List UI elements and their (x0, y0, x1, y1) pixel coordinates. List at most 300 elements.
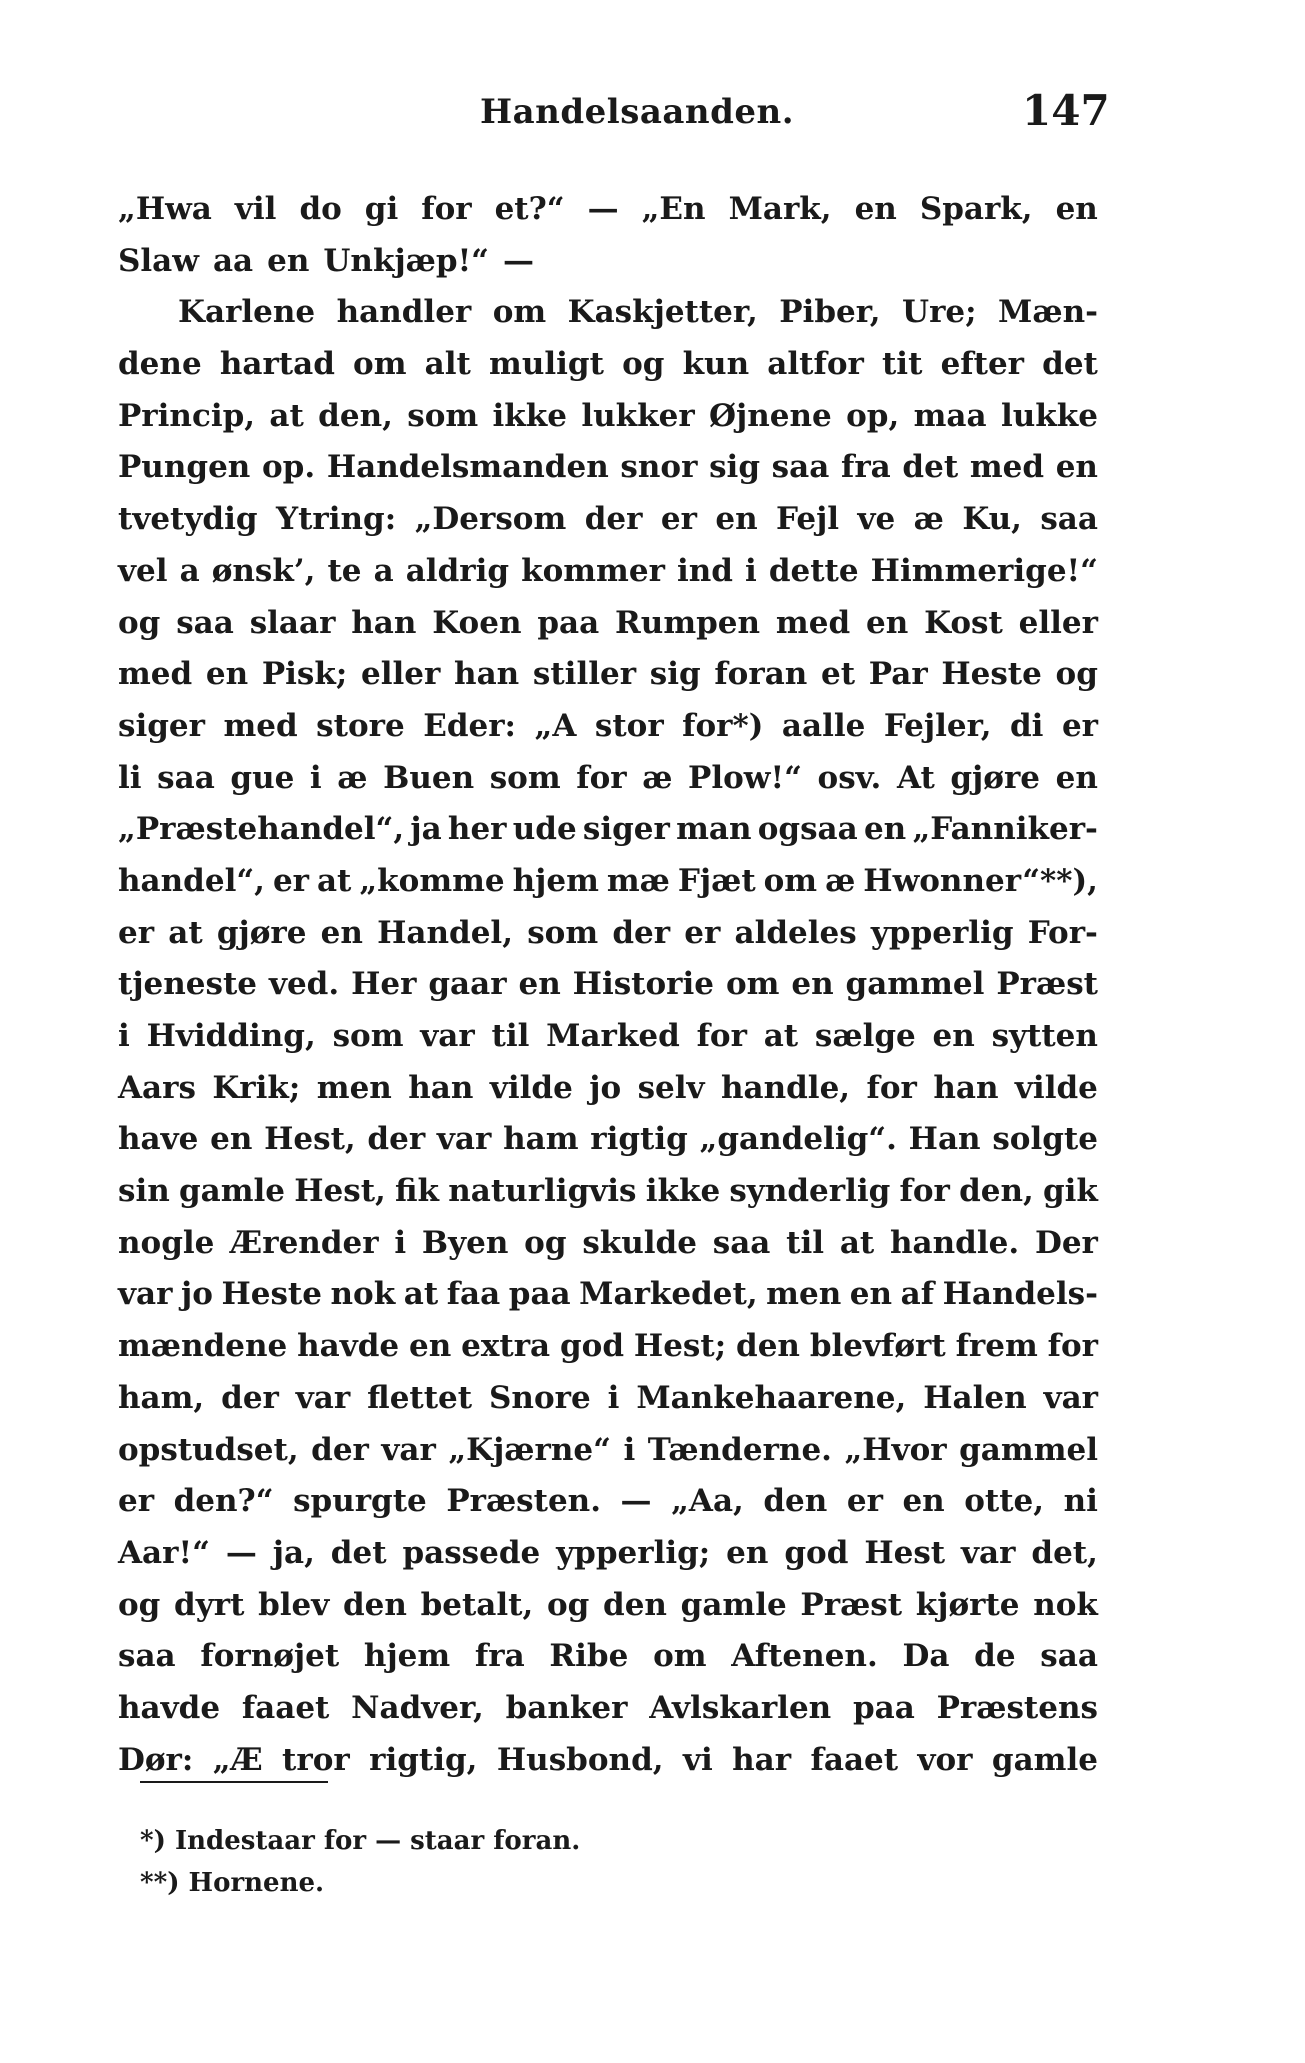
word: saa (1040, 1638, 1098, 1675)
word: der (367, 1121, 426, 1158)
word: om (653, 1638, 707, 1675)
word: som (489, 759, 561, 796)
page-number: 147 (1022, 86, 1110, 135)
word: faaet (810, 1741, 899, 1778)
word: de (974, 1638, 1016, 1675)
word: var (295, 1379, 351, 1416)
word: Aars (118, 1069, 196, 1106)
word: Præst (996, 966, 1098, 1003)
word: Slaw (118, 242, 199, 279)
word: ja (410, 811, 442, 848)
text-line (118, 804, 1098, 856)
word: naturligvis (448, 1173, 637, 1210)
word: ved. (268, 966, 340, 1003)
word: betalt, (420, 1586, 534, 1623)
word: Ærender (230, 1224, 379, 1261)
word: mændene (118, 1328, 288, 1365)
word: vi (682, 1741, 713, 1778)
word: han (454, 656, 520, 693)
word: den (736, 1328, 800, 1365)
word: — (620, 1483, 652, 1520)
word: handler (336, 294, 472, 331)
word: Byen (421, 1224, 509, 1261)
word: at (316, 862, 352, 899)
word: „Præstehandel“, (118, 811, 405, 848)
word: og (622, 346, 665, 383)
word: tjeneste (118, 966, 258, 1003)
word: Heste (221, 1276, 322, 1313)
word: Hest, (294, 1173, 386, 1210)
word: dene (118, 346, 202, 383)
word: æ (642, 759, 673, 796)
word: jo (589, 1069, 622, 1106)
word: han (351, 604, 417, 641)
word: for (696, 1018, 747, 1054)
text-line (118, 287, 1098, 339)
word: ønsk’, (211, 552, 316, 589)
word: men (766, 1276, 842, 1313)
word: nok (330, 1276, 396, 1313)
word: Fejl (776, 501, 840, 538)
word: sig (649, 656, 701, 693)
word: Halen (923, 1379, 1027, 1416)
word: mæ (606, 862, 670, 899)
running-title: Handelsaanden. (480, 92, 795, 132)
text-line (118, 1011, 1098, 1063)
word: Øjnene (709, 397, 832, 434)
word: hartad (219, 346, 335, 383)
word: Fejler, (883, 707, 992, 744)
word: At (896, 759, 935, 796)
text-line (118, 1269, 1098, 1321)
word: gjøre (950, 759, 1040, 796)
word: ve (857, 501, 896, 538)
word: saa (1040, 501, 1098, 538)
word: synderlig (729, 1173, 891, 1210)
word: ikke (492, 397, 567, 434)
word: paa (508, 1276, 571, 1313)
word: op. (262, 449, 316, 486)
text-line (118, 959, 1098, 1011)
text-line (118, 701, 1098, 753)
word: som (407, 397, 479, 434)
word: banker (505, 1689, 628, 1726)
word: var (961, 1534, 1016, 1571)
word: man (676, 811, 752, 848)
word: i (623, 1431, 636, 1468)
word: at (839, 1224, 875, 1261)
word: et (821, 656, 856, 693)
word: er (272, 862, 309, 899)
word: en (902, 1483, 945, 1520)
word: og (1055, 656, 1098, 693)
word: æ (913, 501, 944, 538)
text-line (118, 598, 1098, 650)
word: god (784, 1534, 849, 1571)
word: kun (682, 346, 750, 383)
word: æ (337, 759, 368, 796)
word: med (118, 656, 193, 693)
word: Handelsmanden (326, 449, 609, 486)
word: solgte (992, 1121, 1098, 1158)
word: aldrig (405, 552, 510, 589)
word: handel“, (118, 862, 265, 899)
word: frem (955, 1328, 1038, 1365)
word: „Kjærne“ (448, 1431, 611, 1468)
word: sælge (814, 1018, 916, 1054)
word: For- (1027, 914, 1098, 951)
word: „A (534, 707, 577, 744)
word: alt (424, 346, 471, 383)
word: vil (234, 191, 277, 227)
word: Piber, (779, 294, 881, 331)
word: dette (768, 552, 859, 589)
word: stiller (532, 656, 637, 693)
word: altfor (767, 346, 864, 383)
word: en (210, 1121, 253, 1158)
word: „Aa, (671, 1483, 744, 1520)
word: gamle (991, 1741, 1098, 1778)
word: som (527, 914, 599, 951)
word: tvetydig (118, 501, 258, 538)
footnote-2: **) Hornene. (140, 1868, 325, 1898)
word: Unkjæp!“ (323, 242, 490, 279)
word: dyrt (174, 1586, 245, 1623)
word: Hest; (633, 1328, 727, 1365)
word: ja, (272, 1534, 315, 1571)
word: Nadver, (351, 1689, 484, 1726)
word: en (409, 1328, 452, 1365)
text-line (118, 391, 1098, 443)
word: er (660, 501, 697, 538)
word: en (1055, 449, 1098, 486)
word: gamle (178, 1173, 286, 1210)
word: et?“ (494, 191, 565, 227)
word: en (205, 656, 249, 693)
text-line (118, 649, 1098, 701)
word: saa (157, 759, 215, 796)
word: a (373, 552, 394, 589)
word: Tænderne. (647, 1431, 832, 1468)
word: var (420, 1018, 475, 1054)
word: Her (351, 966, 417, 1003)
word: fornøjet (200, 1638, 340, 1675)
word: Handel, (377, 914, 513, 951)
text-line (118, 1683, 1098, 1735)
word: jo (180, 1276, 213, 1313)
word: ude (512, 811, 577, 848)
word: for (866, 1069, 917, 1106)
word: Buen (383, 759, 475, 796)
word: han (408, 1069, 474, 1106)
word: Fjæt (677, 862, 756, 899)
word: rigtig (590, 1121, 688, 1158)
word: kommer (521, 552, 665, 589)
word: Snore (489, 1379, 591, 1416)
word: vilde (489, 1069, 573, 1106)
word: te (327, 552, 362, 589)
word: en (320, 914, 363, 951)
word: lukker (581, 397, 695, 434)
word: faa (446, 1276, 501, 1313)
word: fra (840, 449, 891, 486)
word: Hvidding, (146, 1018, 316, 1054)
word: Plow!“ (688, 759, 802, 796)
word: blevført (809, 1328, 946, 1365)
word: god (560, 1328, 625, 1365)
word: a (179, 552, 200, 589)
word: Ure; (902, 294, 977, 331)
word: blev (258, 1586, 330, 1623)
word: havde (297, 1328, 400, 1365)
word: nok (1033, 1586, 1098, 1623)
word: var (436, 1121, 492, 1158)
word: saa (176, 604, 234, 641)
word: gik (1042, 1173, 1098, 1210)
word: Avlskarlen (649, 1689, 832, 1726)
word: i (309, 759, 322, 796)
word: at (269, 397, 304, 434)
word: do (299, 191, 342, 227)
word: stor (594, 707, 664, 744)
word: „Dersom (414, 501, 567, 538)
word: tror (282, 1741, 350, 1778)
word: Ku, (962, 501, 1022, 538)
text-line (118, 236, 1098, 288)
word: og (118, 1586, 161, 1623)
word: „Hvor (844, 1431, 947, 1468)
word: flettet (367, 1379, 473, 1416)
word: tit (881, 346, 923, 383)
word: Husbond, (496, 1741, 664, 1778)
word: — (587, 191, 619, 227)
word: er (118, 914, 155, 951)
word: om (725, 966, 780, 1003)
word: eller (361, 656, 441, 693)
word: hjem (512, 862, 599, 899)
word: men (316, 1069, 392, 1106)
word: er (846, 1483, 883, 1520)
word: Handels- (942, 1276, 1098, 1313)
word: faaet (241, 1689, 330, 1726)
word: Markedet, (579, 1276, 758, 1313)
word: i (118, 1018, 130, 1054)
text-line (118, 184, 1098, 236)
word: „komme (359, 862, 505, 899)
word: gammel (959, 1431, 1098, 1468)
word: handle. (890, 1224, 1020, 1261)
word: kjørte (915, 1586, 1020, 1623)
text-line (118, 1373, 1098, 1425)
word: fra (474, 1638, 525, 1675)
word: „En (641, 191, 706, 227)
word: og (524, 1224, 567, 1261)
word: hjem (363, 1638, 451, 1675)
word: en (849, 1276, 893, 1313)
word: Præst (800, 1586, 903, 1623)
word: store (316, 707, 405, 744)
word: gaar (428, 966, 507, 1003)
word: til (786, 1224, 825, 1261)
word: Mark, (728, 191, 832, 227)
word: den, (959, 1173, 1034, 1210)
word: di (1009, 707, 1044, 744)
word: eller (1018, 604, 1098, 641)
word: Kost (924, 604, 1003, 641)
word: Mankehaarene, (636, 1379, 907, 1416)
word: Kaskjetter, (567, 294, 758, 331)
word: Da (902, 1638, 950, 1675)
word: at (168, 914, 203, 951)
word: nogle (118, 1224, 215, 1261)
word: Hwonner“**), (863, 862, 1098, 899)
word: en (1055, 191, 1098, 227)
word: Eder: (423, 707, 516, 744)
word: Marked (546, 1018, 680, 1054)
word: — (225, 1534, 257, 1571)
word: „Hwa (118, 191, 212, 227)
text-line (118, 1425, 1098, 1477)
word: ni (1063, 1483, 1098, 1520)
word: maa (913, 397, 987, 434)
word: en (854, 191, 897, 227)
word: aalle (781, 707, 866, 744)
word: snor (620, 449, 698, 486)
word: gjøre (216, 914, 307, 951)
word: den (603, 1586, 667, 1623)
word: Præstens (936, 1689, 1098, 1726)
word: der (311, 1431, 369, 1468)
word: vilde (1014, 1069, 1098, 1106)
word: saa (712, 1224, 771, 1261)
text-line (118, 1528, 1098, 1580)
word: at (403, 1276, 439, 1313)
word: rigtig, (369, 1741, 478, 1778)
word: Himmerige!“ (870, 552, 1098, 589)
text-line (118, 1631, 1098, 1683)
word: med (775, 604, 851, 641)
word: Pisk; (261, 656, 348, 693)
text-line (118, 1114, 1098, 1166)
text-line (118, 1063, 1098, 1115)
word: fik (395, 1173, 440, 1210)
word: har (732, 1741, 792, 1778)
word: af (900, 1276, 935, 1313)
word: for (576, 759, 627, 796)
word: saa (771, 449, 830, 486)
word: Koen (432, 604, 522, 641)
word: selv (637, 1069, 705, 1106)
word: Han (908, 1121, 981, 1158)
word: otte, (964, 1483, 1045, 1520)
word: sin (118, 1173, 170, 1210)
word: gi (364, 191, 399, 227)
word: sig (709, 449, 760, 486)
word: ind (676, 552, 733, 589)
word: var (1043, 1379, 1098, 1416)
word: æ (825, 862, 856, 899)
word: i (745, 552, 757, 589)
word: gamle (680, 1586, 787, 1623)
word: om (763, 862, 818, 899)
word: for (1047, 1328, 1098, 1365)
word: Par (868, 656, 928, 693)
word: siger (118, 707, 205, 744)
word: en (863, 811, 907, 848)
word: ham, (118, 1379, 205, 1416)
word: en (715, 501, 758, 538)
word: Pungen (118, 449, 251, 486)
word: aa (212, 242, 254, 279)
word: i (394, 1224, 407, 1261)
word: er (684, 914, 721, 951)
word: spurgte (293, 1483, 427, 1520)
word: „Fanniker- (912, 811, 1098, 848)
text-line (118, 908, 1098, 960)
word: Aftenen. (731, 1638, 878, 1675)
word: Historie (572, 966, 715, 1003)
word: handle, (720, 1069, 851, 1106)
word: i (607, 1379, 620, 1416)
word: en (865, 604, 909, 641)
word: Princip, (118, 397, 256, 434)
text-line (118, 339, 1098, 391)
word: med (969, 449, 1045, 486)
word: vor (917, 1741, 973, 1778)
word: paa (852, 1689, 915, 1726)
word: Der (1034, 1224, 1098, 1261)
word: Dør: (118, 1741, 194, 1778)
word: er (1061, 707, 1098, 744)
text-line (118, 546, 1098, 598)
word: paa (537, 604, 600, 641)
word: opstudset, (118, 1431, 299, 1468)
word: og (118, 604, 161, 641)
word: Spark, (919, 191, 1033, 227)
word: en (932, 1018, 975, 1054)
word: og (546, 1586, 590, 1623)
word: den (342, 1586, 407, 1623)
word: til (491, 1018, 530, 1054)
word: ypperlig; (556, 1534, 711, 1571)
word: passede (402, 1534, 541, 1571)
word: der (584, 501, 643, 538)
word: Ribe (549, 1638, 629, 1675)
word: op, (846, 397, 900, 434)
footnotes (140, 1820, 1040, 1904)
word: lukke (1000, 397, 1098, 434)
word: Krik; (212, 1069, 301, 1106)
text-line (118, 856, 1098, 908)
word: ikke (645, 1173, 721, 1210)
word: Mæn- (998, 294, 1098, 331)
word: foran (714, 656, 808, 693)
word: siger (582, 811, 670, 848)
word: her (447, 811, 507, 848)
word: var (381, 1431, 436, 1468)
text-line (118, 753, 1098, 805)
word: skulde (582, 1224, 697, 1261)
word: om (492, 294, 547, 331)
text-line (118, 1735, 1098, 1787)
word: den, (318, 397, 393, 434)
word: „Æ (212, 1741, 263, 1778)
word: om (353, 346, 407, 383)
word: en (726, 1534, 769, 1571)
word: li (118, 759, 142, 796)
word: er (118, 1483, 155, 1520)
text-line (118, 1580, 1098, 1632)
